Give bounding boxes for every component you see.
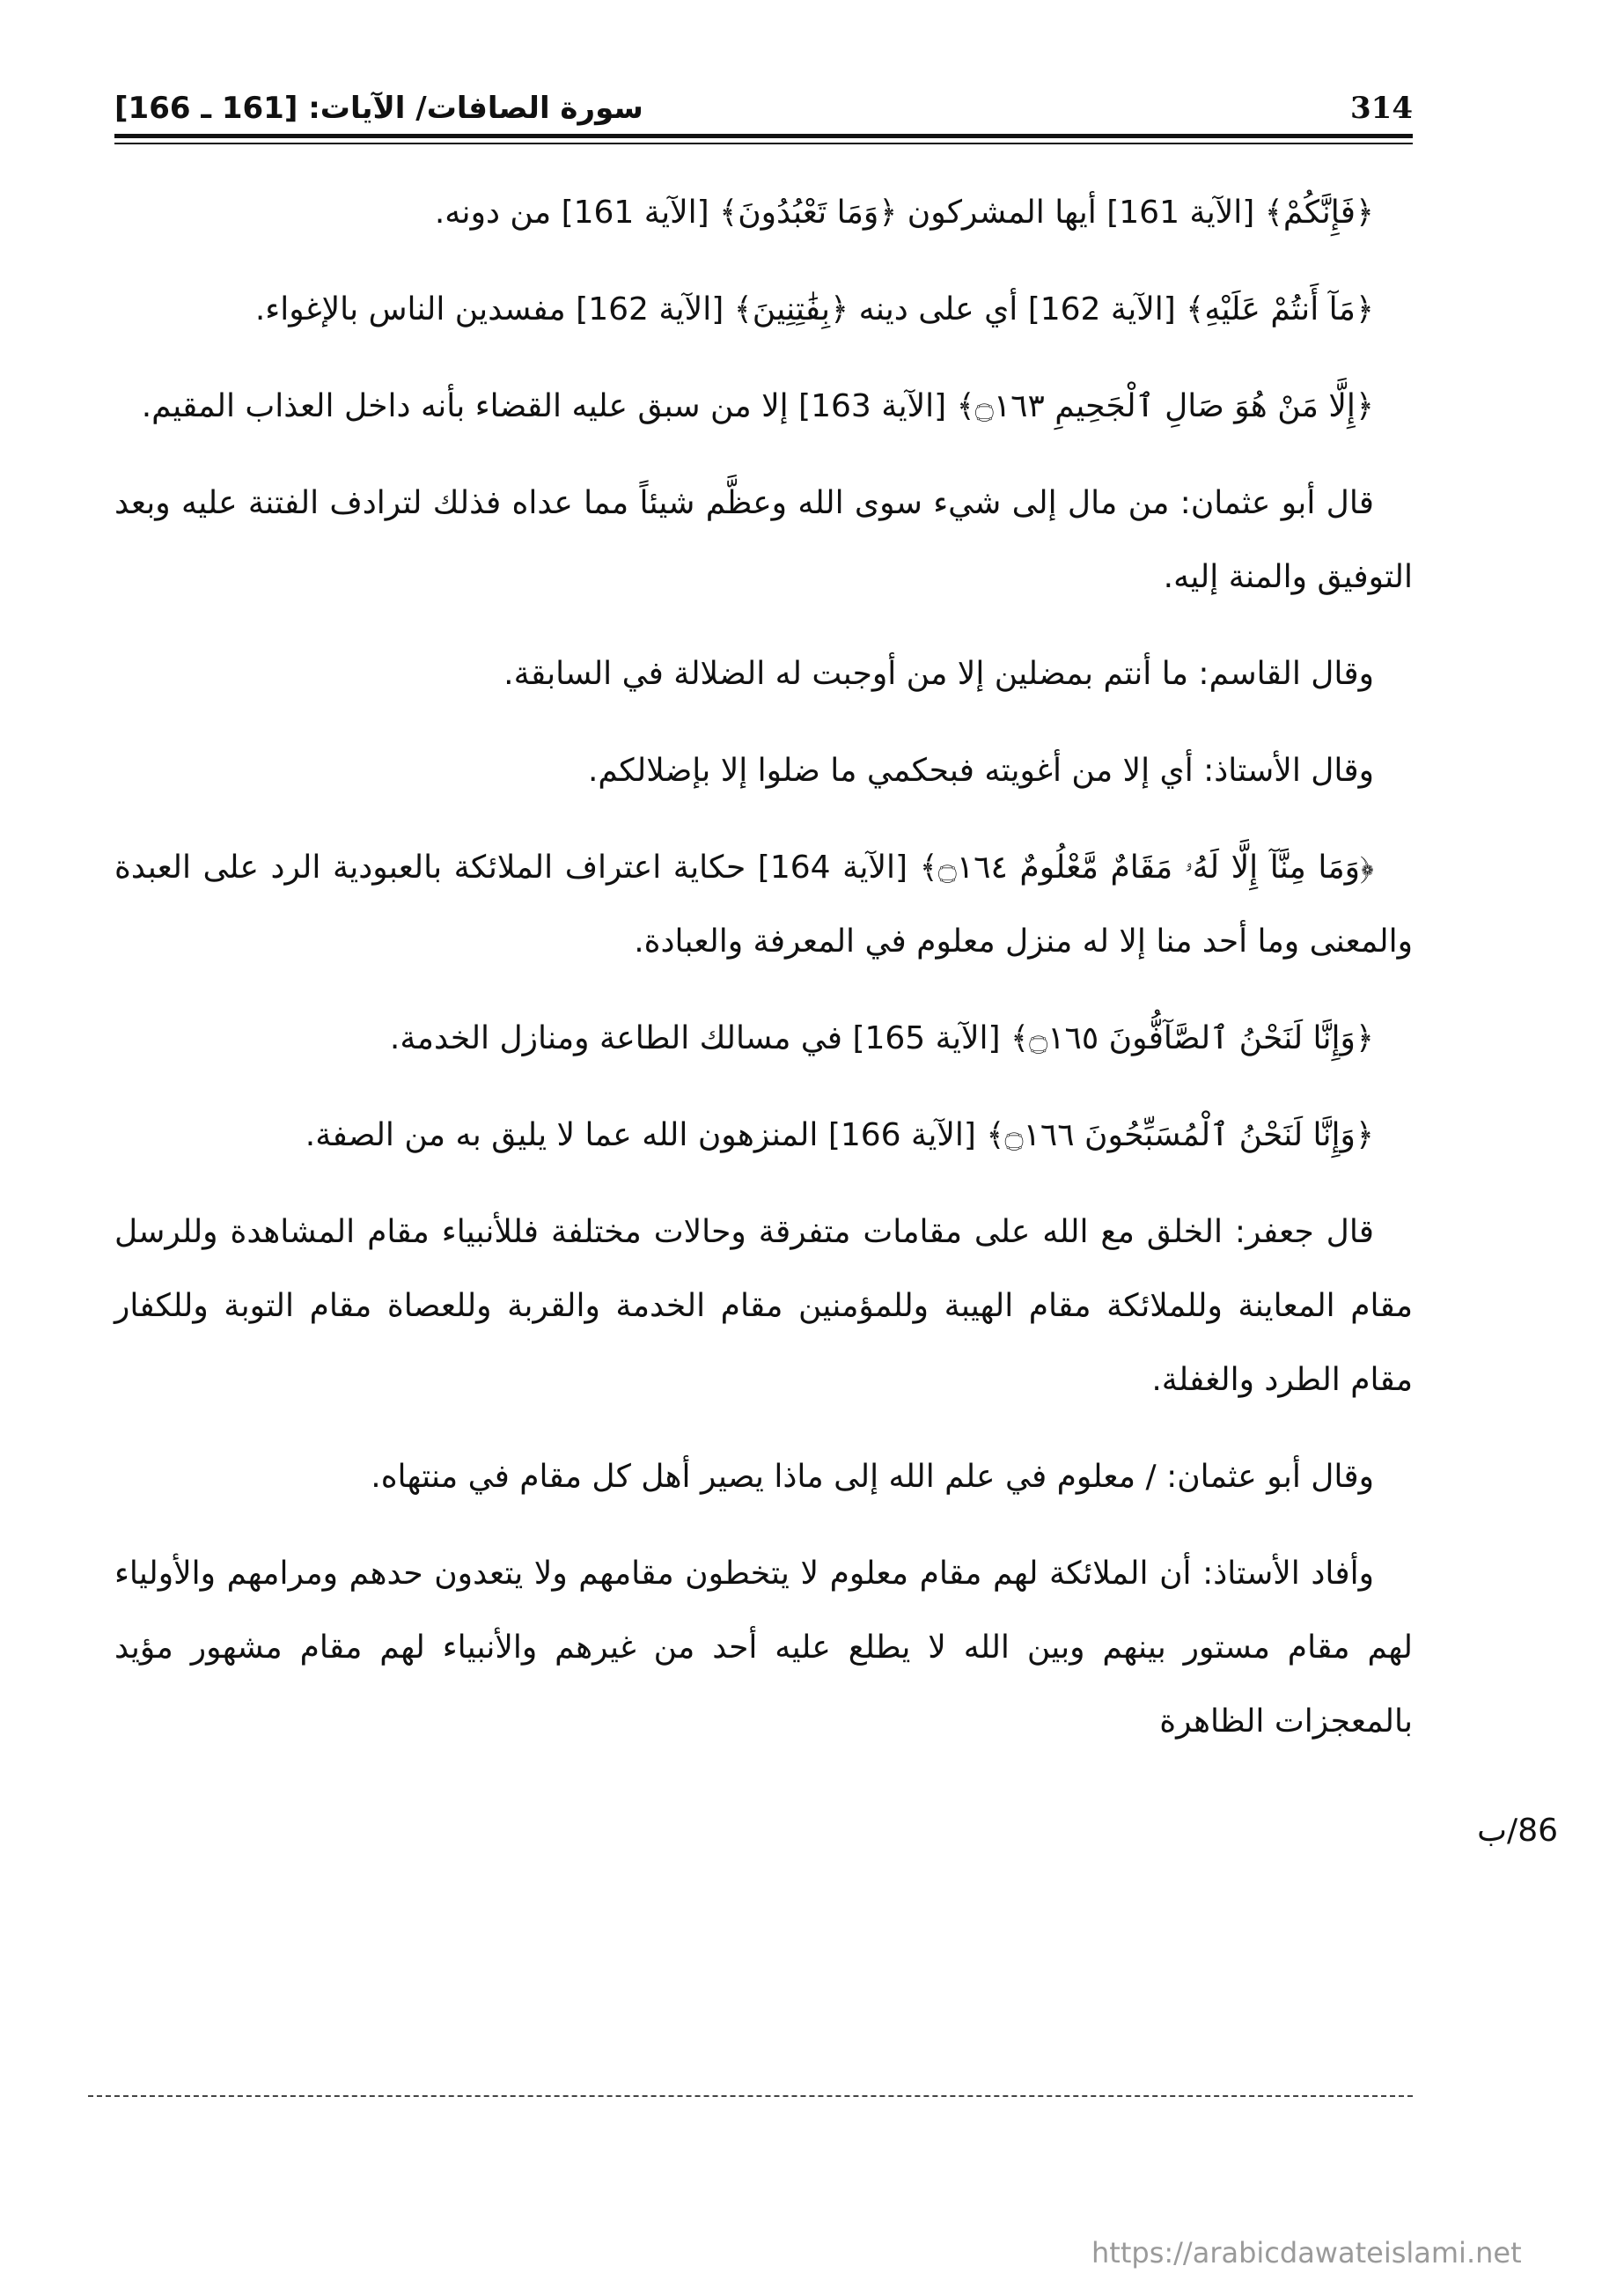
paragraph-ayah-161: ﴿فَإِنَّكُمْ﴾ [الآية 161] أيها المشركون ﴿وَمَا تَعْبُدُونَ﴾ [الآية 161] من دونه. xyxy=(434,195,1374,231)
running-title: سورة الصافات/ الآيات: [161 ـ 166] xyxy=(114,91,643,126)
header-rule xyxy=(114,134,1413,138)
paragraph-ayah-166: ﴿وَإِنَّا لَنَحْنُ ٱلْمُسَبِّحُونَ ۝١٦٦﴾ [الآية 166] المنزهون الله عما لا يليق به من الصفة. xyxy=(305,1117,1374,1153)
paragraph-ayah-164: ﴿وَمَا مِنَّآ إِلَّا لَهُۥ مَقَامٌ مَّعْلُومٌ ۝١٦٤﴾ [الآية 164] حكاية اعتراف الملائكة بالعبودية الرد على العبدة والمعنى وما أحد منا إلا له منزل معلوم في المعرفة والعبادة. xyxy=(114,850,1413,960)
paragraph-abu-othman-1: قال أبو عثمان: من مال إلى شيء سوى الله وعظَّم شيئاً مما عداه فذلك لترادف الفتنة عليه وبعد التوفيق والمنة إليه. xyxy=(114,485,1413,595)
paragraph-ustadh-1: وقال الأستاذ: أي إلا من أغويته فبحكمي ما ضلوا إلا بإضلالكم. xyxy=(587,753,1374,789)
paragraph-ustadh-2: وأفاد الأستاذ: أن الملائكة لهم مقام معلوم لا يتخطون مقامهم ولا يتعدون حدهم ومرامهم والأولياء لهم مقام مستور بينهم وبين الله لا يطلع عليه أحد من غيرهم والأنبياء لهم مقام مشهور مؤيد بالمعجزات الظاهرة xyxy=(114,1556,1413,1740)
paragraph-abu-othman-2: وقال أبو عثمان: / معلوم في علم الله إلى ماذا يصير أهل كل مقام في منتهاه. xyxy=(371,1459,1374,1495)
page-header xyxy=(114,77,1413,139)
paragraph-ayah-165: ﴿وَإِنَّا لَنَحْنُ ٱلصَّآفُّونَ ۝١٦٥﴾ [الآية 165] في مسالك الطاعة ومنازل الخدمة. xyxy=(389,1020,1374,1056)
paragraph-jafar: قال جعفر: الخلق مع الله على مقامات متفرقة وحالات مختلفة فللأنبياء مقام المشاهدة وللرسل مقام المعاينة وللملائكة مقام الهيبة وللمؤمنين مقام الخدمة والقربة وللعصاة مقام التوبة وللكفار مقام الطرد والغفلة. xyxy=(114,1214,1413,1398)
body-text xyxy=(114,176,1413,1782)
watermark: https://arabicdawateislami.net xyxy=(1091,2236,1522,2270)
dashed-divider xyxy=(88,2095,1413,2097)
page-number: 314 xyxy=(1350,91,1413,126)
header-rule-thin xyxy=(114,143,1413,144)
manuscript-folio-note: 86/ب xyxy=(1477,1813,1558,1849)
paragraph-qasim: وقال القاسم: ما أنتم بمضلين إلا من أوجبت له الضلالة في السابقة. xyxy=(503,656,1374,692)
paragraph-ayah-163: ﴿إِلَّا مَنْ هُوَ صَالِ ٱلْجَحِيمِ ۝١٦٣﴾ [الآية 163] إلا من سبق عليه القضاء بأنه داخل العذاب المقيم. xyxy=(141,388,1374,424)
paragraph-ayah-162: ﴿مَآ أَنتُمْ عَلَيْهِ﴾ [الآية 162] أي على دينه ﴿بِفَٰتِنِينَ﴾ [الآية 162] مفسدين الناس بالإغواء. xyxy=(254,291,1374,327)
